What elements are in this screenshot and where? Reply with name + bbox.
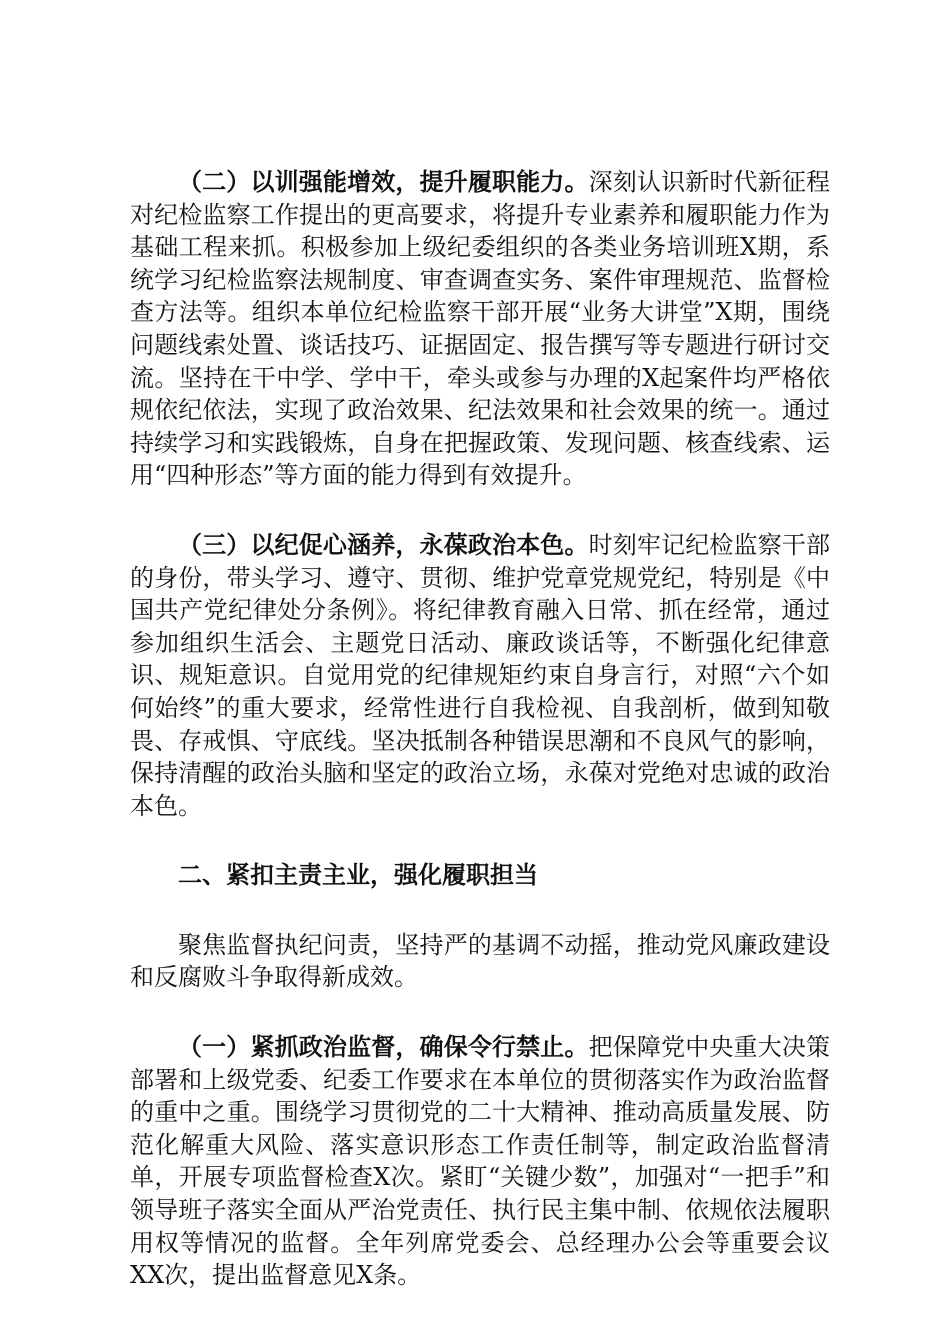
paragraph-text: 时刻牢记纪检监察干部的身份，带头学习、遵守、贯彻、维护党章党规党纪，特别是《中国共产党纪律处分条例》。将纪律教育融入日常、抓在经常，通过参加组织生活会、主题党日活动、廉政谈话等，不断强化纪律意识、规矩意识。自觉用党的纪律规矩约束自身言行，对照“六个如何始终”的重大要求，经常性进行自我检视、自我剖析，做到知敬畏、存戒惧、守底线。坚决抵制各种错误思潮和不良风气的影响，保持清醒的政治头脑和坚定的政治立场，永葆对党绝对忠诚的政治本色。: [130, 530, 831, 820]
paragraph-section-intro: [130, 929, 830, 994]
paragraph-text: 聚焦监督执纪问责，坚持严的基调不动摇，推动党风廉政建设和反腐败斗争取得新成效。: [130, 930, 830, 992]
paragraph-lead: （一）紧抓政治监督，确保令行禁止。: [178, 1032, 589, 1062]
paragraph-political-supervision: [130, 1031, 830, 1292]
paragraph-lead: （三）以纪促心涵养，永葆政治本色。: [178, 529, 589, 559]
paragraph-text: 深刻认识新时代新征程对纪检监察工作提出的更高要求，将提升专业素养和履职能力作为基础工程来抓。积极参加上级纪委组织的各类业务培训班X期，系统学习纪检监察法规制度、审查调查实务、案件审理规范、监督检查方法等。组织本单位纪检监察干部开展“业务大讲堂”X期，围绕问题线索处置、谈话技巧、证据固定、报告撰写等专题进行研讨交流。坚持在干中学、学中干，牵头或参与办理的X起案件均严格依规依纪依法，实现了政治效果、纪法效果和社会效果的统一。通过持续学习和实践锻炼，自身在把握政策、发现问题、核查线索、运用“四种形态”等方面的能力得到有效提升。: [130, 168, 831, 490]
paragraph-text: 把保障党中央重大决策部署和上级党委、纪委工作要求在本单位的贯彻落实作为政治监督的重中之重。围绕学习贯彻党的二十大精神、推动高质量发展、防范化解重大风险、落实意识形态工作责任制等，制定政治监督清单，开展专项监督检查X次。紧盯“关键少数”，加强对“一把手”和领导班子落实全面从严治党责任、执行民主集中制、依规依法履职用权等情况的监督。全年列席党委会、总经理办公会等重要会议XX次，提出监督意见X条。: [130, 1033, 831, 1290]
paragraph-discipline-integrity: [130, 529, 830, 822]
paragraph-training-capability: [130, 166, 830, 492]
paragraph-lead: （二）以训强能增效，提升履职能力。: [178, 167, 589, 196]
section-heading: 二、紧扣主责主业，强化履职担当: [178, 860, 538, 890]
document-body: [130, 166, 830, 1292]
